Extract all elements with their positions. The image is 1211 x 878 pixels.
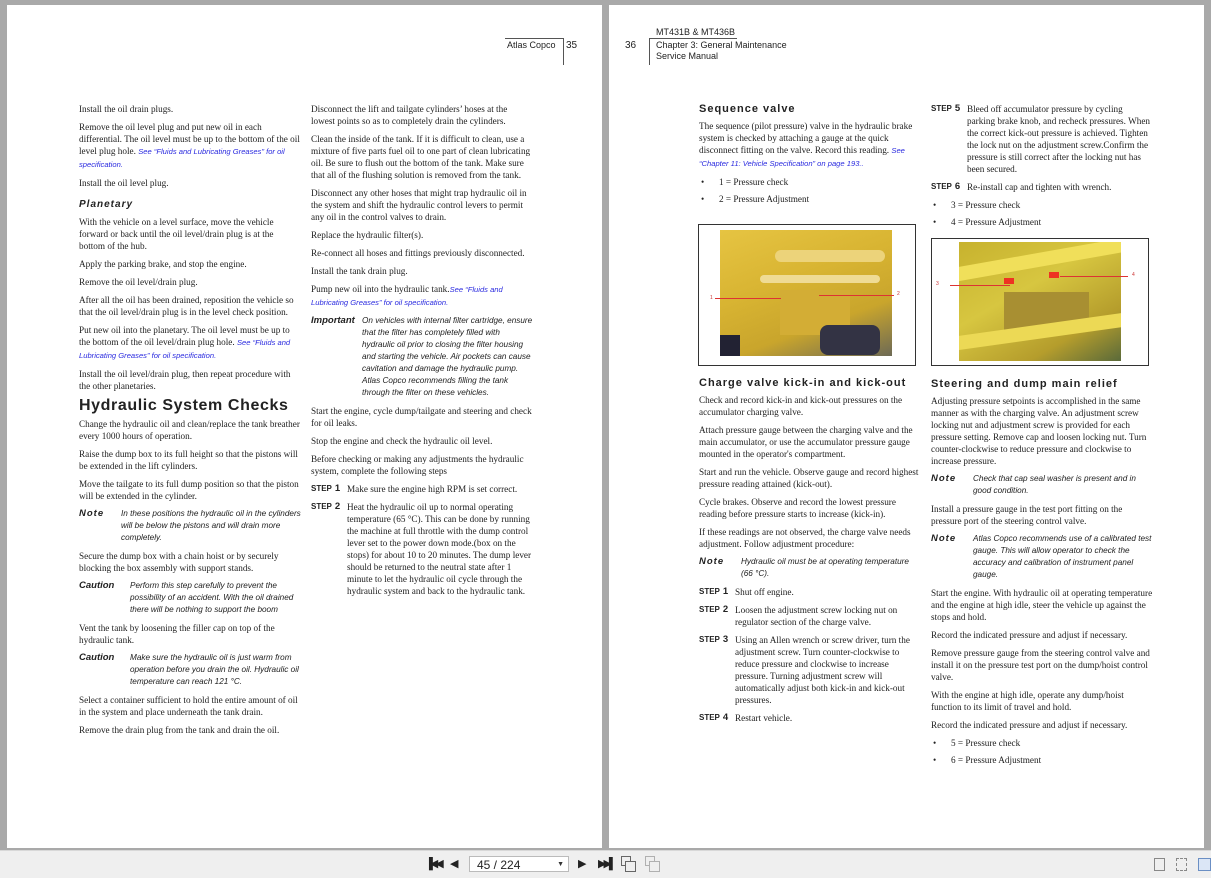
- single-page-icon[interactable]: [1154, 858, 1165, 871]
- callout-line-2: [819, 295, 894, 296]
- paragraph: Install the oil level plug.: [79, 178, 169, 188]
- paragraph: Install a pressure gauge in the test port fitting on the pressure port of the steering control valve.: [931, 504, 1123, 526]
- paragraph: Remove the oil level plug and put new oil in each differential. The oil level must be up to the bottom of the oil level plug hole. See “Fluids and Lubricating Greases” for oil specification.: [79, 122, 300, 169]
- paragraph: Vent the tank by loosening the filler cap on top of the hydraulic tank.: [79, 623, 275, 645]
- note-label: Note: [699, 556, 725, 567]
- next-page-icon[interactable]: ▶: [578, 858, 587, 870]
- note-label: Note: [931, 533, 957, 544]
- right-column-2: [931, 103, 1153, 233]
- page-number: 35: [566, 40, 578, 51]
- caution-block: [79, 580, 301, 616]
- step-text: Heat the hydraulic oil up to normal operating temperature (65 °C). This can be done by running the machine at full throttle with the dump control lever set to the power down mode.(box on the stops) for about 10 to 20 minutes. The dump lever should be returned to the neutral state after 1 minute to let the hydraulic oil cycle through the hydraulic system and back to the hydraulic tank.: [347, 502, 532, 596]
- step-2: STEP 2 Heat the hydraulic oil up to normal operating temperature (65 °C). This can be done by running the machine at full throttle with the dump control lever set to the power down mode.(box on the stops) for about 10 to 20 minutes. The dump lever should be returned to the neutral state after 1 minute to let the hydraulic oil cycle through the hydraulic system and back to the hydraulic tank.: [311, 501, 532, 596]
- note-label: Note: [931, 473, 957, 484]
- photo: [720, 230, 892, 356]
- paragraph: Remove the drain plug from the tank and drain the oil.: [79, 725, 280, 735]
- left-column-1: [79, 103, 301, 742]
- paragraph: Clean the inside of the tank. If it is difficult to clean, use a mixture of five parts fuel oil to one part of clean lubricating oil. Be sure to flush out the bottom of the tank. Make sure that all of the flushing solution is removed from the tank.: [311, 134, 531, 180]
- paragraph: Install the oil drain plugs.: [79, 104, 174, 114]
- paragraph: Record the indicated pressure and adjust if necessary.: [931, 630, 1128, 640]
- step-3: STEP 3 Using an Allen wrench or screw driver, turn the adjustment screw. Turn counter-clockwise to reduce pressure and clockwise to increase pressure. Turning adjustment screw will automatically adjust both kick-in and kick-out pressures.: [699, 634, 910, 705]
- step-1: STEP 1 Shut off engine.: [699, 586, 794, 597]
- caution-block: [79, 652, 301, 688]
- charge-valve-heading: Charge valve kick-in and kick-out: [699, 377, 907, 389]
- planetary-heading: Planetary: [79, 199, 134, 210]
- step-6: STEP 6 Re-install cap and tighten with wrench.: [931, 181, 1112, 192]
- header-rule: [649, 38, 737, 39]
- cross-reference-link[interactable]: See “Chapter 11: Vehicle Specification” on page 193..: [699, 146, 905, 168]
- paragraph: Put new oil into the planetary. The oil level must be up to the bottom of the oil level/drain plug hole. See “Fluids and Lubricating Greases” for oil specification.: [79, 325, 291, 360]
- paragraph: Check and record kick-in and kick-out pressures on the accumulator charging valve.: [699, 395, 903, 417]
- paragraph: Install the tank drain plug.: [311, 266, 408, 276]
- list-item: • 1 = Pressure check: [701, 177, 789, 187]
- page-number-input[interactable]: [469, 856, 569, 872]
- caution-label: Caution: [79, 580, 115, 591]
- callout-line-4: [1060, 276, 1128, 277]
- caution-label: Caution: [79, 652, 115, 663]
- paragraph: Disconnect any other hoses that might trap hydraulic oil in the system and shift the hydraulic control levers to permit any oil in the control valves to drain.: [311, 188, 527, 222]
- paragraph: Start and run the vehicle. Observe gauge and record highest pressure reading attained (kick-out).: [699, 467, 919, 489]
- list-item: • 2 = Pressure Adjustment: [701, 194, 810, 204]
- cross-reference-link[interactable]: See “Fluids and Lubricating Greases” for oil specification.: [79, 338, 291, 360]
- cross-reference-link[interactable]: See “Fluids and Lubricating Greases” for oil specification.: [79, 147, 285, 169]
- list-item: • 3 = Pressure check: [933, 200, 1021, 210]
- paragraph: If these readings are not observed, the charge valve needs adjustment. Follow adjustment procedure:: [699, 527, 911, 549]
- paragraph: Replace the hydraulic filter(s).: [311, 230, 424, 240]
- paragraph: Before checking or making any adjustments the hydraulic system, complete the following steps: [311, 454, 524, 476]
- list-item: • 6 = Pressure Adjustment: [933, 755, 1042, 765]
- paragraph: Select a container sufficient to hold the entire amount of oil in the system and place underneath the tank drain.: [79, 695, 298, 717]
- paragraph: Start the engine, cycle dump/tailgate and steering and check for oil leaks.: [311, 406, 532, 428]
- hydraulic-system-checks-heading: Hydraulic System Checks: [79, 397, 289, 414]
- steering-dump-heading: Steering and dump main relief: [931, 378, 1118, 390]
- viewer-toolbar: [0, 850, 1211, 878]
- header-divider: [563, 38, 564, 65]
- paragraph: The sequence (pilot pressure) valve in the hydraulic brake system is checked by attaching a gauge at the quick disconnect fitting on the valve. Record this reading. See “Chapter 11: Vehicle Specification” on page 193..: [699, 121, 913, 168]
- right-column-1-lower: [699, 377, 921, 730]
- header-chapter: Chapter 3: General Maintenance: [656, 40, 787, 50]
- note-label: Note: [79, 508, 105, 519]
- figure-relief-valve-photo: [931, 238, 1149, 366]
- page-number: 36: [625, 40, 637, 51]
- note-block: [931, 473, 1153, 497]
- continuous-icon[interactable]: [1176, 858, 1187, 871]
- step-text: Make sure the engine high RPM is set correct.: [347, 484, 518, 494]
- callout-line-3: [950, 285, 1010, 286]
- note-text: In these positions the hydraulic oil in the cylinders will be below the pistons and will drain more completely.: [121, 509, 301, 542]
- step-4: STEP 4 Restart vehicle.: [699, 712, 793, 723]
- header-brand: Atlas Copco: [507, 40, 556, 50]
- callout-line-1: [715, 298, 781, 299]
- page-indicator: 45 / 224: [477, 858, 521, 872]
- prev-page-icon[interactable]: ◀: [450, 858, 459, 870]
- step-5: STEP 5 Bleed off accumulator pressure by cycling parking brake knob, and recheck pressures. When the correct kick-out pressure is achieved. Tighten the lock nut on the adjustment screw.Confirm the pressure is still correct after the locking nut has been secured.: [931, 103, 1151, 174]
- right-page: [609, 5, 1204, 848]
- note-text: Hydraulic oil must be at operating temperature (66 °C).: [741, 557, 909, 578]
- list-item: • 4 = Pressure Adjustment: [933, 217, 1042, 227]
- left-column-2: [311, 103, 533, 603]
- header-manual: Service Manual: [656, 51, 719, 61]
- paragraph: Raise the dump box to its full height so that the pistons will be extended in the lift cylinders.: [79, 449, 298, 471]
- figure-charge-valve-photo: [698, 224, 916, 366]
- paragraph: Attach pressure gauge between the charging valve and the main accumulator, or use the accumulator pressure gauge mounted in the operator's compartment.: [699, 425, 913, 459]
- paragraph: Re-connect all hoses and fittings previously disconnected.: [311, 248, 525, 258]
- paragraph: Install the oil level/drain plug, then repeat procedure with the other planetaries.: [79, 369, 291, 391]
- paragraph: Change the hydraulic oil and clean/replace the tank breather every 1000 hours of operation.: [79, 419, 300, 441]
- header-rule: [505, 38, 563, 39]
- paragraph: Stop the engine and check the hydraulic oil level.: [311, 436, 493, 446]
- caution-text: Make sure the hydraulic oil is just warm from operation before you drain the oil. Hydraulic oil temperature can reach 121 °C.: [130, 653, 299, 686]
- paragraph: Remove the oil level/drain plug.: [79, 277, 198, 287]
- paragraph: Start the engine. With hydraulic oil at operating temperature and the engine at high idle, steer the vehicle up against the stops and hold.: [931, 588, 1153, 622]
- paragraph: Pump new oil into the hydraulic tank.See “Fluids and Lubricating Greases” for oil specification.: [311, 284, 503, 307]
- left-page: [7, 5, 602, 848]
- note-block: [79, 508, 301, 544]
- paragraph: Apply the parking brake, and stop the engine.: [79, 259, 247, 269]
- paragraph: After all the oil has been drained, reposition the vehicle so that the oil level/drain plug is in the level check position.: [79, 295, 294, 317]
- sequence-valve-heading: Sequence valve: [699, 103, 796, 115]
- header-divider: [649, 38, 650, 65]
- paragraph: Remove pressure gauge from the steering control valve and install it on the pressure test port on the dump/hoist control valve.: [931, 648, 1150, 682]
- last-page-icon[interactable]: ▶▶▌: [598, 858, 614, 870]
- paragraph: Secure the dump box with a chain hoist or by securely blocking the box assembly with support stands.: [79, 551, 279, 573]
- note-block: [931, 533, 1153, 581]
- dropdown-icon[interactable]: ▼: [557, 861, 564, 868]
- paragraph: Adjusting pressure setpoints is accomplished in the same manner as with the charging valve. An adjustment screw locking nut and adjustment screw is provided for each pressure setting. Remove cap and loosen locking nut. Turn counter-clockwise to reduce pressure and clockwise to increase pressure.: [931, 396, 1147, 466]
- callout-label-3: 3: [936, 281, 939, 287]
- note-text: Check that cap seal washer is present and in good condition.: [973, 474, 1136, 495]
- important-text: On vehicles with internal filter cartridge, ensure that the filter has completely filled with hydraulic oil prior to closing the filter housing and starting the vehicle. Air pockets can cause cavitation and damage the hydraulic pump. Atlas Copco recommends filling the tank through the filter on these vehicles.: [362, 316, 533, 397]
- right-column-2-lower: [931, 378, 1153, 771]
- important-label: Important: [311, 315, 355, 326]
- right-column-1: [699, 103, 921, 210]
- paragraph: Cycle brakes. Observe and record the lowest pressure reading before pressure starts to increase (kick-in).: [699, 497, 896, 519]
- paragraph: With the engine at high idle, operate any dump/hoist function to its limit of travel and hold.: [931, 690, 1124, 712]
- important-block: [311, 315, 533, 399]
- caution-text: Perform this step carefully to prevent the possibility of an accident. With the oil drained there will be nothing to support the boom: [130, 581, 294, 614]
- callout-label-4: 4: [1132, 272, 1135, 278]
- photo: [959, 242, 1121, 361]
- callout-label-1: 1: [710, 295, 713, 301]
- paragraph: Record the indicated pressure and adjust if necessary.: [931, 720, 1128, 730]
- fit-page-icon[interactable]: [621, 856, 634, 869]
- fit-width-icon[interactable]: [645, 856, 658, 869]
- cross-reference-link[interactable]: See “Fluids and Lubricating Greases” for oil specification.: [311, 285, 503, 307]
- note-block: [699, 556, 921, 580]
- paragraph: With the vehicle on a level surface, move the vehicle forward or back until the oil level/drain plug is at the bottom of the hub.: [79, 217, 274, 251]
- header-model: MT431B & MT436B: [656, 27, 736, 37]
- note-text: Atlas Copco recommends use of a calibrated test gauge. This will allow operator to check the accuracy and calibration of instrument panel gauge.: [973, 534, 1152, 579]
- paragraph: Move the tailgate to its full dump position so that the piston will be extended in the cylinder.: [79, 479, 299, 501]
- two-page-icon[interactable]: [1198, 858, 1211, 871]
- list-item: • 5 = Pressure check: [933, 738, 1021, 748]
- first-page-icon[interactable]: ▐◀◀: [425, 858, 441, 870]
- paragraph: Disconnect the lift and tailgate cylinders’ hoses at the lowest points so as to completely drain the cylinders.: [311, 104, 508, 126]
- step-1: STEP 1 Make sure the engine high RPM is set correct.: [311, 483, 518, 494]
- step-2: STEP 2 Loosen the adjustment screw locking nut on regulator section of the charge valve.: [699, 604, 898, 627]
- callout-label-2: 2: [897, 291, 900, 297]
